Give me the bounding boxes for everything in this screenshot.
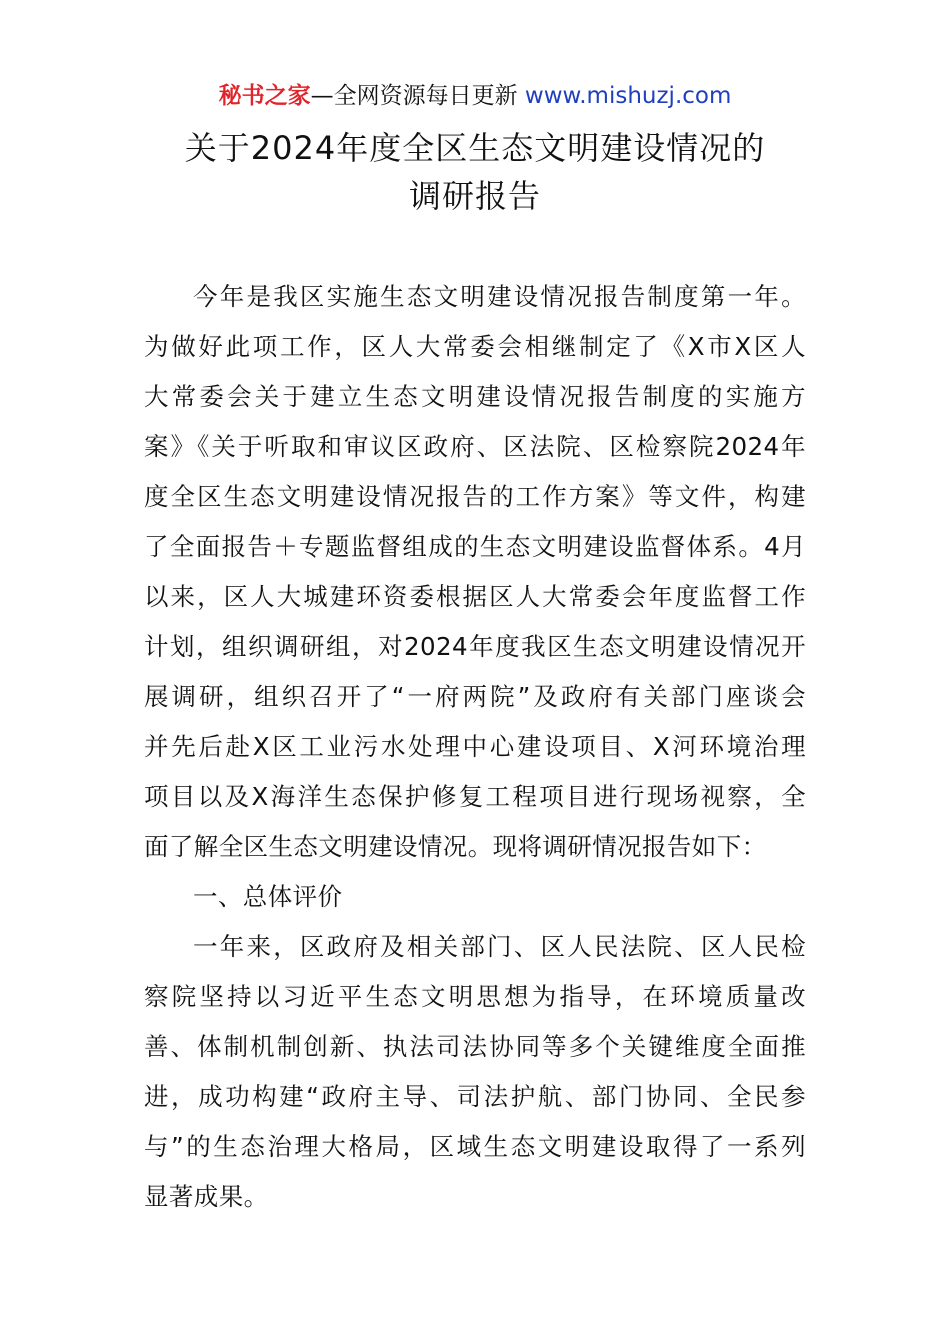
paragraph-intro xyxy=(144,272,806,872)
paragraph-evaluation xyxy=(144,922,806,1222)
text-line: 面了解全区生态文明建设情况。现将调研情况报告如下： xyxy=(144,832,767,861)
text-line: 与”的生态治理大格局，区域生态文明建设取得了一系列 xyxy=(144,1132,806,1161)
text-line: 案》《关于听取和审议区政府、区法院、区检察院2024年 xyxy=(144,432,806,461)
site-header xyxy=(0,80,950,112)
text-line: 度全区生态文明建设情况报告的工作方案》等文件，构建 xyxy=(144,482,806,511)
text-line: 以来，区人大城建环资委根据区人大常委会年度监督工作 xyxy=(144,582,806,611)
text-line: 展调研，组织召开了“一府两院”及政府有关部门座谈会 xyxy=(144,682,806,711)
header-tagline: —全网资源每日更新 xyxy=(310,83,525,109)
section-heading-text: 一、总体评价 xyxy=(193,882,343,911)
title-line-1: 关于2024年度全区生态文明建设情况的 xyxy=(184,129,766,167)
text-line: 显著成果。 xyxy=(144,1182,269,1211)
text-line: 大常委会关于建立生态文明建设情况报告制度的实施方 xyxy=(144,382,806,411)
text-line: 一年来，区政府及相关部门、区人民法院、区人民检 xyxy=(193,932,806,961)
text-line: 察院坚持以习近平生态文明思想为指导，在环境质量改 xyxy=(144,982,806,1011)
site-url-link[interactable]: www.mishuzj.com xyxy=(524,83,732,109)
text-line: 善、体制机制创新、执法司法协同等多个关键维度全面推 xyxy=(144,1032,806,1061)
text-line: 今年是我区实施生态文明建设情况报告制度第一年。 xyxy=(193,282,806,311)
document-title xyxy=(0,124,950,220)
text-line: 为做好此项工作，区人大常委会相继制定了《X市X区人 xyxy=(144,332,806,361)
text-line: 项目以及X海洋生态保护修复工程项目进行现场视察，全 xyxy=(144,782,806,811)
text-line: 并先后赴X区工业污水处理中心建设项目、X河环境治理 xyxy=(144,732,806,761)
brand-name: 秘书之家 xyxy=(218,83,311,109)
document-body xyxy=(144,272,806,1222)
section-heading-overall-evaluation xyxy=(144,872,806,922)
title-line-2: 调研报告 xyxy=(408,177,541,215)
text-line: 了全面报告＋专题监督组成的生态文明建设监督体系。4月 xyxy=(144,532,806,561)
text-line: 计划，组织调研组，对2024年度我区生态文明建设情况开 xyxy=(144,632,806,661)
text-line: 进，成功构建“政府主导、司法护航、部门协同、全民参 xyxy=(144,1082,806,1111)
